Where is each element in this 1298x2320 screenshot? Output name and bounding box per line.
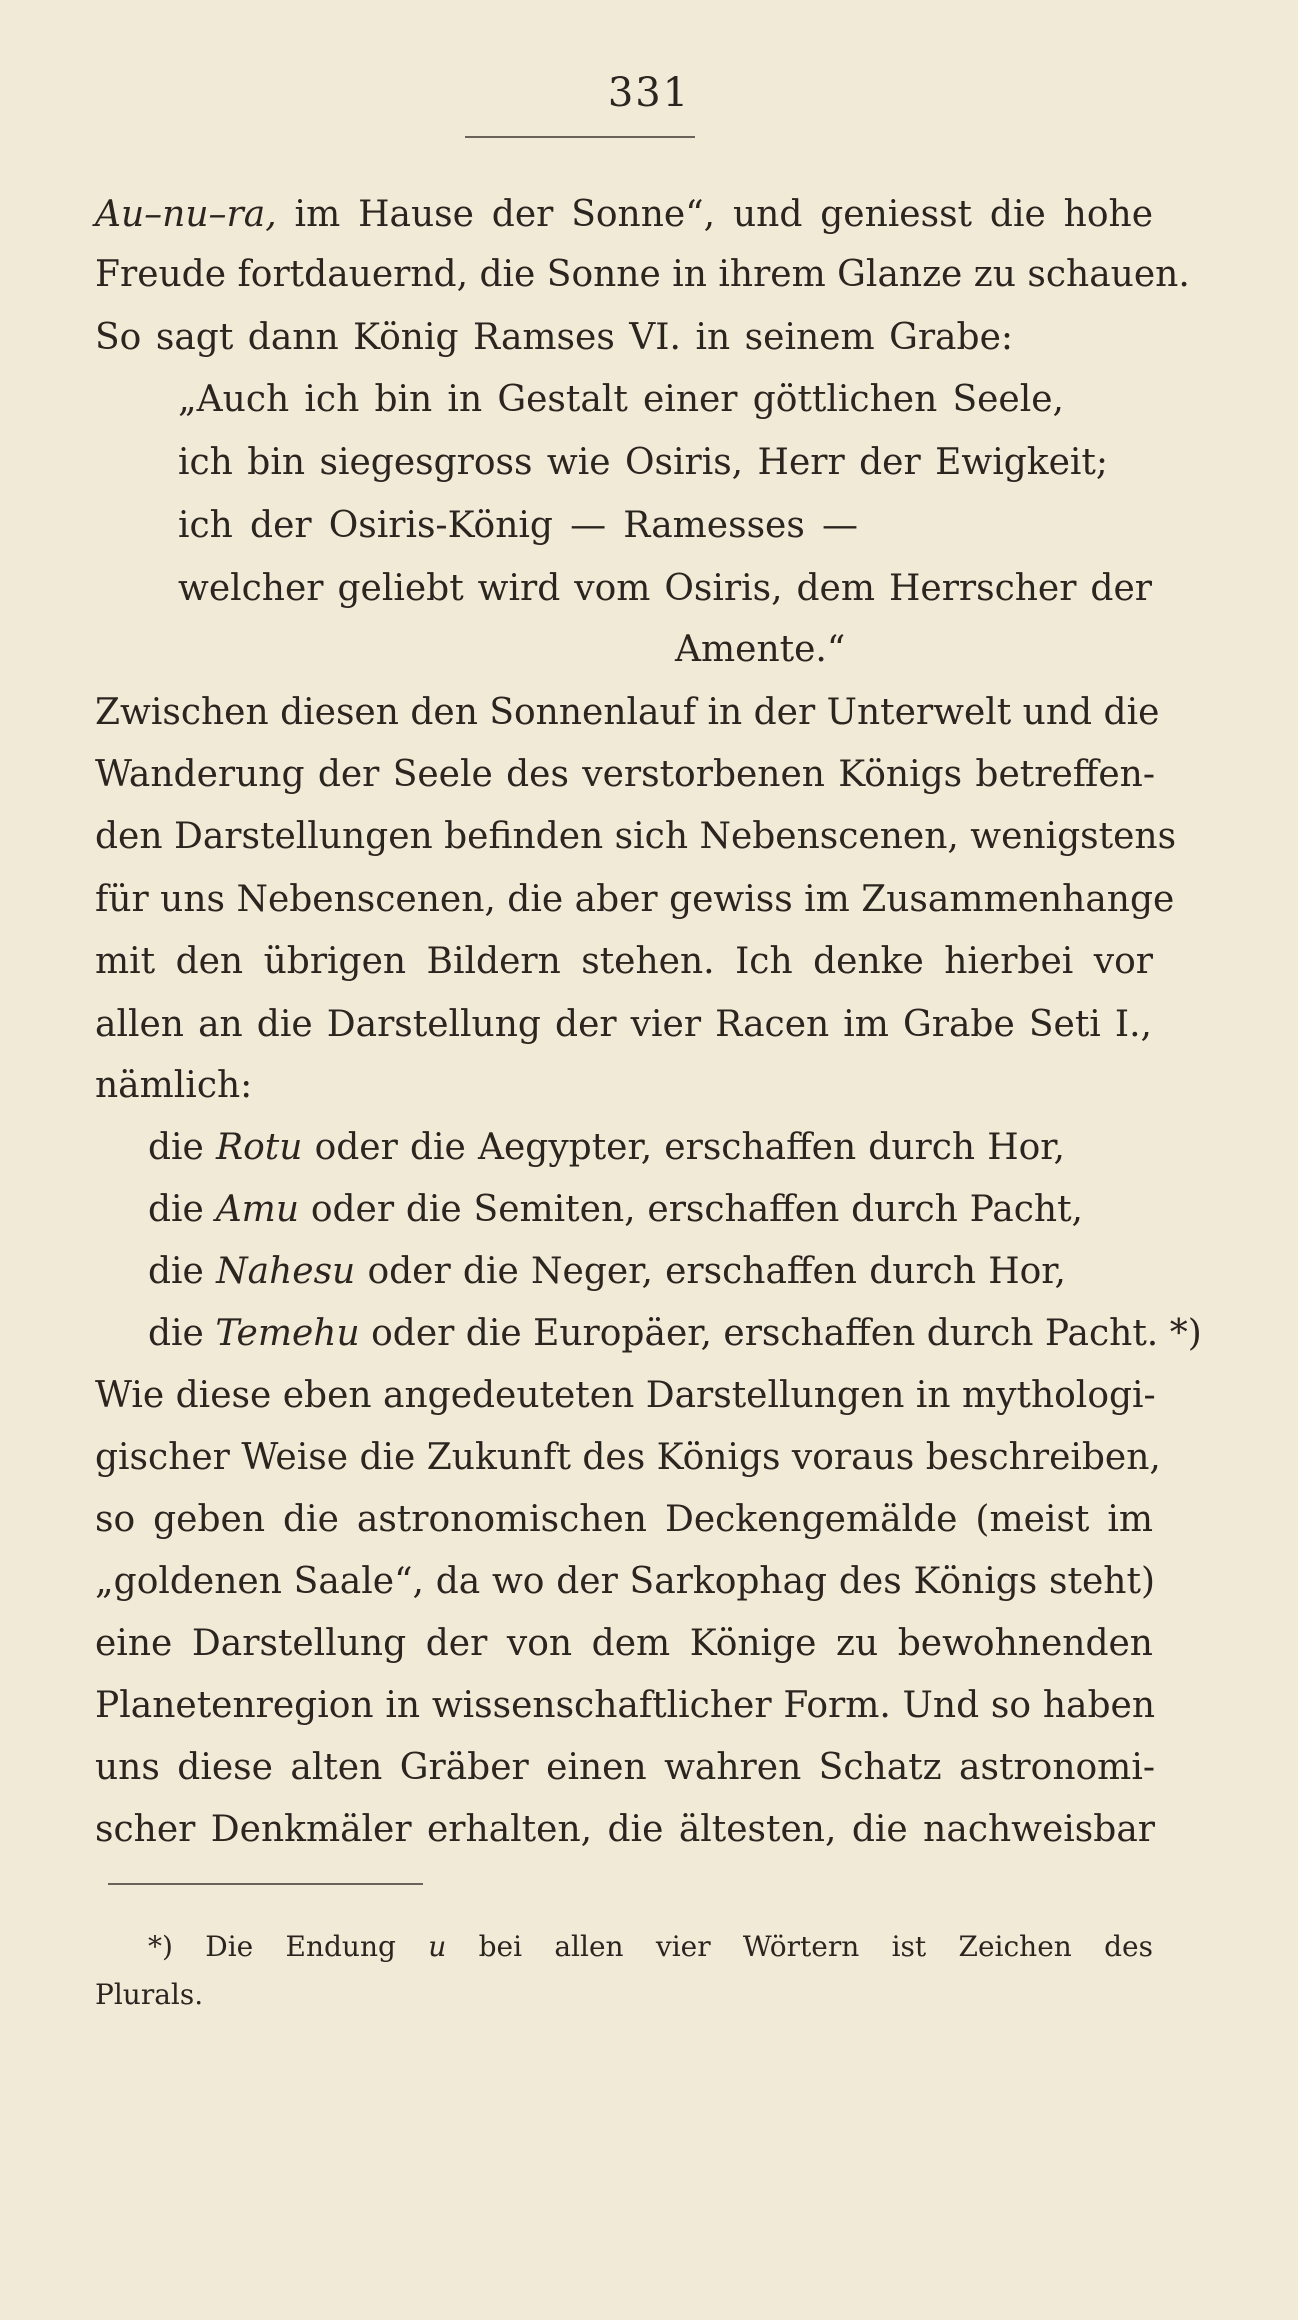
text-line-16: Planetenregion in wissenschaftlicher Form. Und so haben <box>95 1685 1155 1726</box>
text-line-11: Wie diese eben angedeuteten Darstellungen in mythologi- <box>95 1375 1156 1416</box>
text-line-14: „goldenen Saale“, da wo der Sarkophag des Königs steht) <box>95 1561 1155 1602</box>
text-line-17: uns diese alten Gräber einen wahren Schatz astronomi- <box>95 1747 1155 1788</box>
footnote-line-1: *) Die Endung u bei allen vier Wörtern ist Zeichen des <box>148 1930 1153 1963</box>
text-line-12: gischer Weise die Zukunft des Königs voraus beschreiben, <box>95 1437 1161 1478</box>
text-line-4: Zwischen diesen den Sonnenlauf in der Unterwelt und die <box>95 692 1160 733</box>
footnote-line-2: Plurals. <box>95 1978 204 2011</box>
text-line-13: so geben die astronomischen Deckengemälde (meist im <box>95 1499 1153 1540</box>
race-line-2: die Amu oder die Semiten, erschaffen durch Pacht, <box>148 1189 1083 1230</box>
text-line-15: eine Darstellung der von dem Könige zu bewohnenden <box>95 1623 1153 1664</box>
text-line-1: Au–nu–ra, im Hause der Sonne“, und geniesst die hohe <box>95 194 1153 235</box>
page-number: 331 <box>607 70 691 116</box>
text-line-3: So sagt dann König Ramses VI. in seinem Grabe: <box>95 317 1013 358</box>
race-line-1: die Rotu oder die Aegypter, erschaffen durch Hor, <box>148 1127 1066 1168</box>
text-line-5: Wanderung der Seele des verstorbenen Königs betreffen- <box>95 754 1155 795</box>
text-line-7: für uns Nebenscenen, die aber gewiss im Zusammenhange <box>95 879 1175 920</box>
text-line-10: nämlich: <box>95 1065 253 1106</box>
footnote-rule <box>108 1883 423 1885</box>
quote-line-3: ich der Osiris-König — Ramesses — <box>178 505 858 546</box>
race-line-4: die Temehu oder die Europäer, erschaffen durch Pacht. *) <box>148 1313 1202 1354</box>
quote-line-5: Amente.“ <box>675 629 846 670</box>
text-line-6: den Darstellungen befinden sich Nebenscenen, wenigstens <box>95 816 1177 857</box>
quote-line-4: welcher geliebt wird vom Osiris, dem Herrscher der <box>178 568 1152 609</box>
text-line-9: allen an die Darstellung der vier Racen im Grabe Seti I., <box>95 1004 1152 1045</box>
race-line-3: die Nahesu oder die Neger, erschaffen durch Hor, <box>148 1251 1067 1292</box>
header-rule <box>465 136 695 138</box>
quote-line-2: ich bin siegesgross wie Osiris, Herr der Ewigkeit; <box>178 442 1108 483</box>
text-line-18: scher Denkmäler erhalten, die ältesten, die nachweisbar <box>95 1809 1155 1850</box>
quote-line-1: „Auch ich bin in Gestalt einer göttlichen Seele, <box>178 379 1064 420</box>
text-line-2: Freude fortdauernd, die Sonne in ihrem Glanze zu schauen. <box>95 254 1190 295</box>
text-line-8: mit den übrigen Bildern stehen. Ich denke hierbei vor <box>95 941 1153 982</box>
